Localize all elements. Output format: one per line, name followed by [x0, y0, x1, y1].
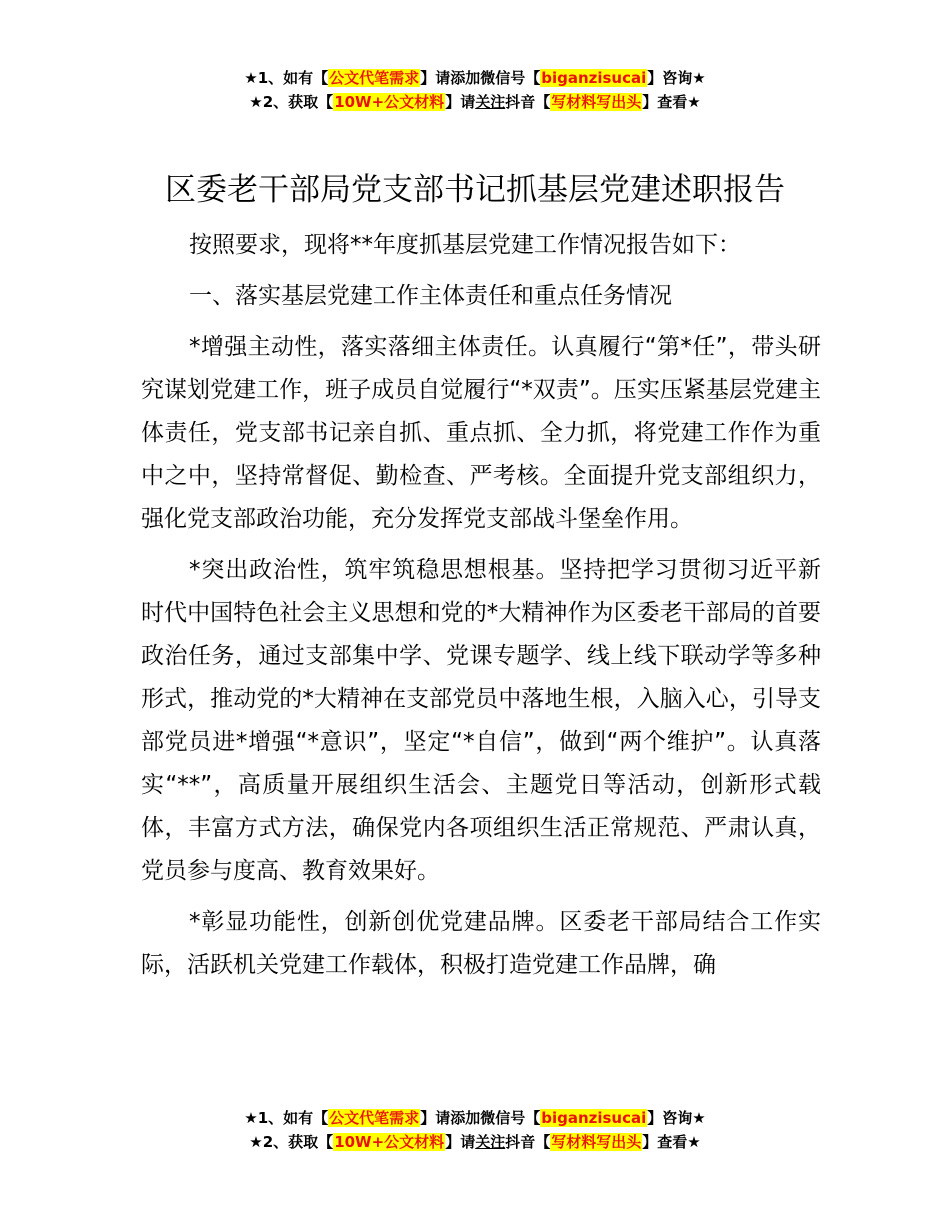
footer-banner	[0, 1106, 950, 1154]
body-paragraph: *增强主动性，落实落细主体责任。认真履行“第*任”，带头研究谋划党建工作，班子成员自觉履行“*双责”。压实压紧基层党建主体责任，党支部书记亲自抓、重点抓、全力抓，将党建工作作为重中之中，坚持常督促、勤检查、严考核。全面提升党支部组织力，强化党支部政治功能，充分发挥党支部战斗堡垒作用。	[141, 334, 821, 532]
banner-line-1	[0, 1106, 950, 1130]
document-title: 区委老干部局党支部书记抓基层党建述职报告	[165, 172, 785, 208]
banner-text: 抖音【	[505, 1133, 551, 1151]
header-banner	[0, 66, 950, 114]
banner-text: 】请	[445, 93, 476, 111]
banner-highlight: 10W+公文材料	[334, 1133, 445, 1151]
banner-line-1	[0, 66, 950, 90]
banner-line-2	[0, 90, 950, 114]
banner-highlight: 10W+公文材料	[334, 93, 445, 111]
banner-underlined-text: 关注	[475, 93, 506, 111]
banner-text: 】请添加微信号【	[420, 1109, 541, 1127]
banner-text: 】请	[445, 1133, 476, 1151]
wechat-id-highlight: biganzisucai	[541, 1109, 647, 1127]
body-paragraph: *彰显功能性，创新创优党建品牌。区委老干部局结合工作实际，活跃机关党建工作载体，积极打造党建工作品牌，确	[141, 909, 821, 978]
intro-paragraph: 按照要求，现将**年度抓基层党建工作情况报告如下：	[189, 232, 741, 258]
banner-text: 】咨询★	[647, 69, 706, 87]
banner-text: ★1、如有【	[244, 1109, 329, 1127]
banner-line-2	[0, 1130, 950, 1154]
banner-text: 】查看★	[642, 93, 701, 111]
banner-text: 】咨询★	[647, 1109, 706, 1127]
banner-underlined-text: 关注	[475, 1133, 506, 1151]
banner-highlight: 公文代笔需求	[329, 69, 420, 87]
douyin-id-highlight: 写材料写出头	[551, 1133, 642, 1151]
banner-text: ★1、如有【	[244, 69, 329, 87]
banner-text: 】查看★	[642, 1133, 701, 1151]
banner-text: 】请添加微信号【	[420, 69, 541, 87]
banner-text: ★2、获取【	[249, 1133, 334, 1151]
document-body	[141, 224, 821, 987]
banner-text: 抖音【	[505, 93, 551, 111]
banner-highlight: 公文代笔需求	[329, 1109, 420, 1127]
banner-text: ★2、获取【	[249, 93, 334, 111]
section-heading: 一、落实基层党建工作主体责任和重点任务情况	[189, 283, 672, 309]
wechat-id-highlight: biganzisucai	[541, 69, 647, 87]
douyin-id-highlight: 写材料写出头	[551, 93, 642, 111]
body-paragraph: *突出政治性，筑牢筑稳思想根基。坚持把学习贯彻习近平新时代中国特色社会主义思想和党的*大精神作为区委老干部局的首要政治任务，通过支部集中学、党课专题学、线上线下联动学等多种形式，推动党的*大精神在支部党员中落地生根，入脑入心，引导支部党员进*增强“*意识”，坚定“*自信”，做到“两个维护”。认真落实“**”，高质量开展组织生活会、主题党日等活动，创新形式载体，丰富方式方法，确保党内各项组织生活正常规范、严肃认真，党员参与度高、教育效果好。	[141, 557, 821, 884]
